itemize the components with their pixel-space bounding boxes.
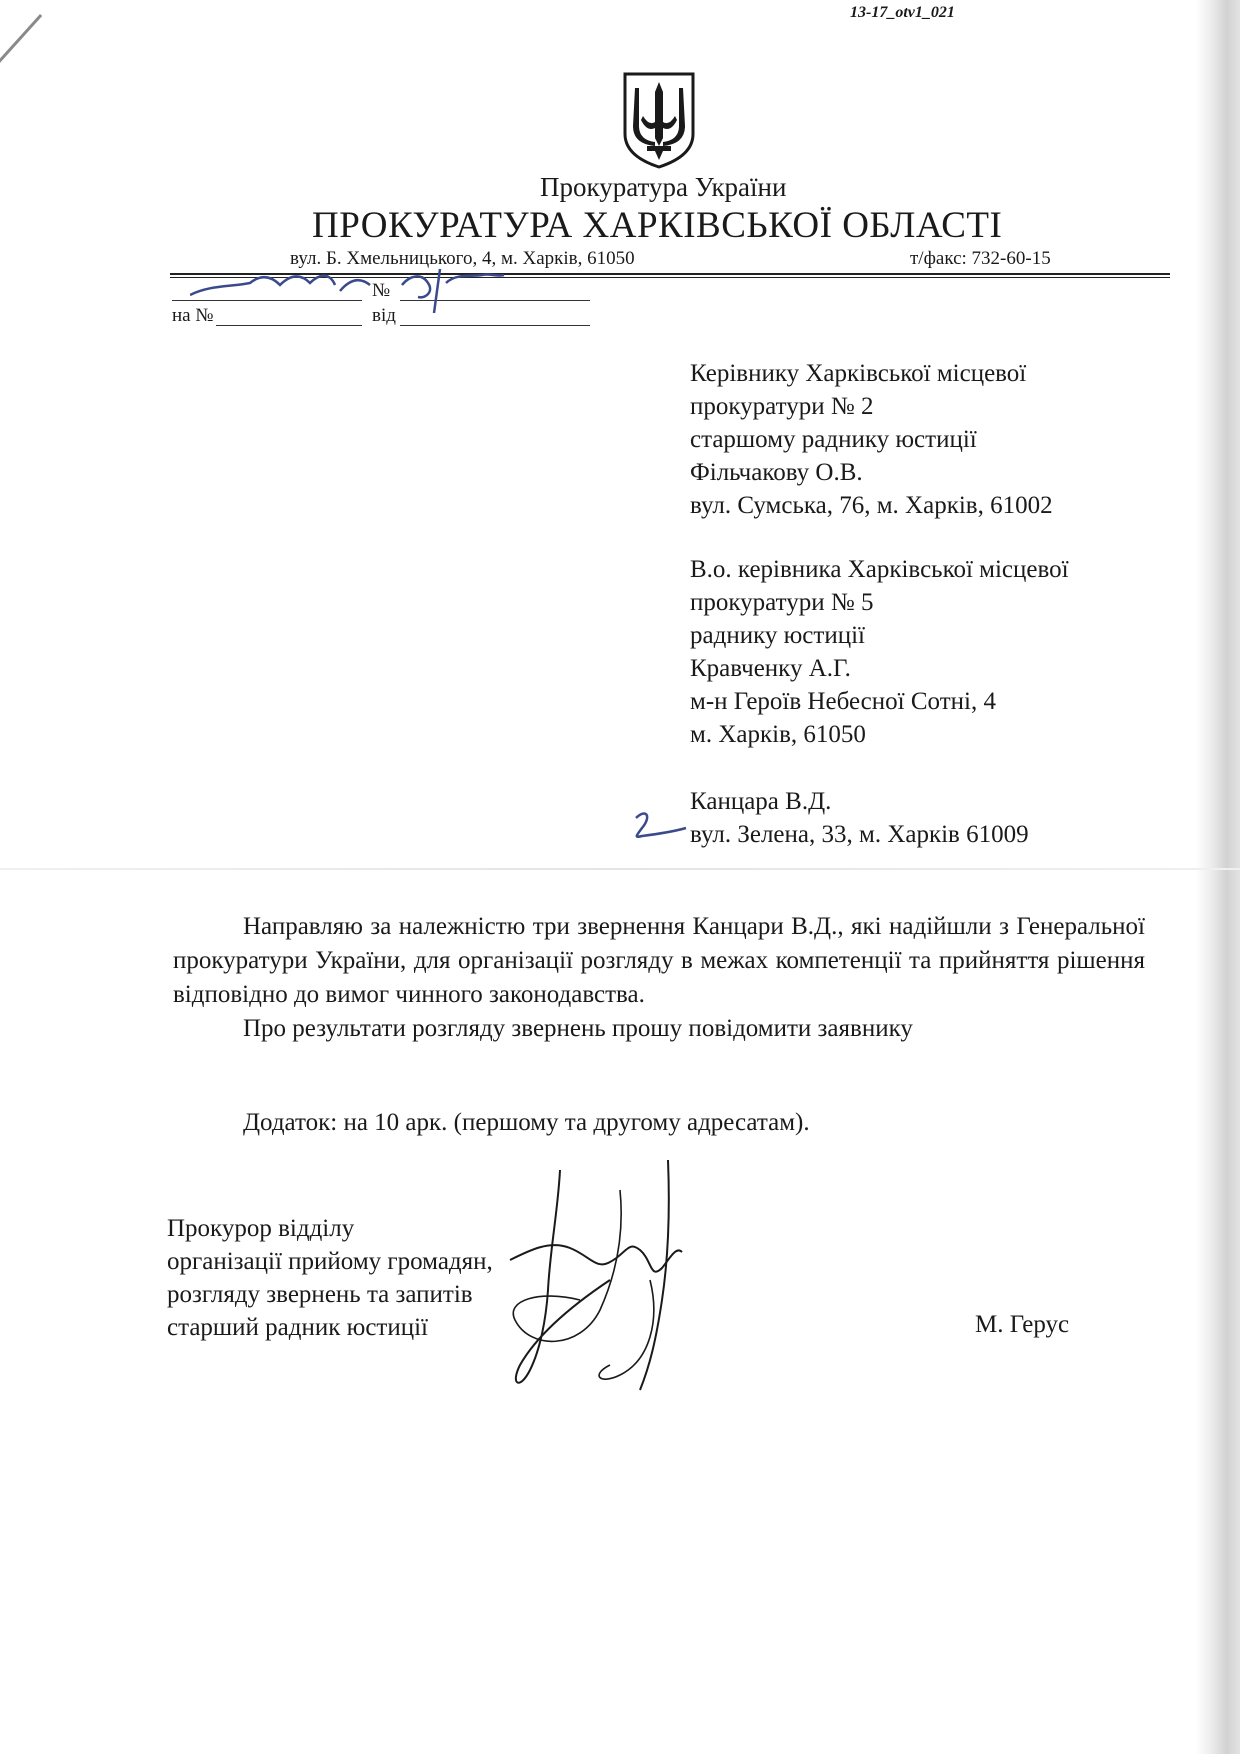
scan-edge-shadow — [1196, 0, 1240, 1754]
addressee-line: прокуратури № 5 — [690, 589, 874, 616]
addressee-line: Фільчакову О.В. — [690, 459, 863, 486]
letter-body — [173, 910, 1145, 1046]
organization-name: ПРОКУРАТУРА ХАРКІВСЬКОЇ ОБЛАСТІ — [312, 205, 1003, 246]
trident-icon — [619, 70, 699, 170]
signatory-name: М. Герус — [975, 1311, 1070, 1338]
addressee-line: прокуратури № 2 — [690, 393, 874, 420]
addressee-line: м-н Героїв Небесної Сотні, 4 — [690, 688, 996, 715]
handwritten-check-mark — [628, 806, 688, 846]
addressee-2 — [690, 553, 1069, 751]
document-code: 13-17_otv1_021 — [850, 4, 955, 21]
addressee-line: м. Харків, 61050 — [690, 721, 866, 748]
body-paragraph-1: Направляю за належністю три звернення Канцари В.Д., які надійшли з Генеральної прокуратури України, для організації розгляду в межах компетенції та прийняття рішення відповідно до вимог чинного законодавства. — [173, 913, 1145, 1008]
signatory-title-line: організації прийому громадян, — [167, 1248, 493, 1275]
attachment-note: Додаток: на 10 арк. (першому та другому адресатам). — [243, 1109, 810, 1136]
signatory-title-line: старший радник юстиції — [167, 1314, 428, 1341]
addressee-line: Керівнику Харківської місцевої — [690, 360, 1027, 387]
scan-scratch-mark — [0, 14, 42, 68]
signatory-title-line: розгляду звернень та запитів — [167, 1281, 473, 1308]
reply-from-date-line — [400, 325, 590, 326]
addressee-line: старшому раднику юстиції — [690, 426, 977, 453]
reply-to-number-line — [216, 325, 362, 326]
signatory-title-line: Прокурор відділу — [167, 1215, 355, 1242]
signatory-title — [167, 1212, 493, 1344]
addressee-line: Канцара В.Д. — [690, 788, 832, 815]
addressee-line: В.о. керівника Харківської місцевої — [690, 556, 1069, 583]
organization-address: вул. Б. Хмельницького, 4, м. Харків, 61050 — [290, 248, 635, 269]
reply-to-label: на № — [172, 305, 214, 326]
handwritten-registration — [190, 255, 530, 315]
organization-phone: т/факс: 732-60-15 — [910, 248, 1051, 269]
addressee-line: вул. Сумська, 76, м. Харків, 61002 — [690, 492, 1053, 519]
reply-from-label: від — [372, 305, 396, 326]
paper-fold-line — [0, 868, 1240, 870]
outgoing-number-label: № — [372, 280, 391, 301]
addressee-1 — [690, 357, 1053, 522]
handwritten-signature — [500, 1150, 760, 1410]
addressee-line: Кравченку А.Г. — [690, 655, 851, 682]
parent-organization: Прокуратура України — [540, 172, 787, 202]
addressee-line: раднику юстиції — [690, 622, 865, 649]
body-paragraph-2: Про результати розгляду звернень прошу повідомити заявнику — [243, 1015, 913, 1042]
addressee-3 — [690, 785, 1029, 851]
addressee-line: вул. Зелена, 33, м. Харків 61009 — [690, 821, 1029, 848]
